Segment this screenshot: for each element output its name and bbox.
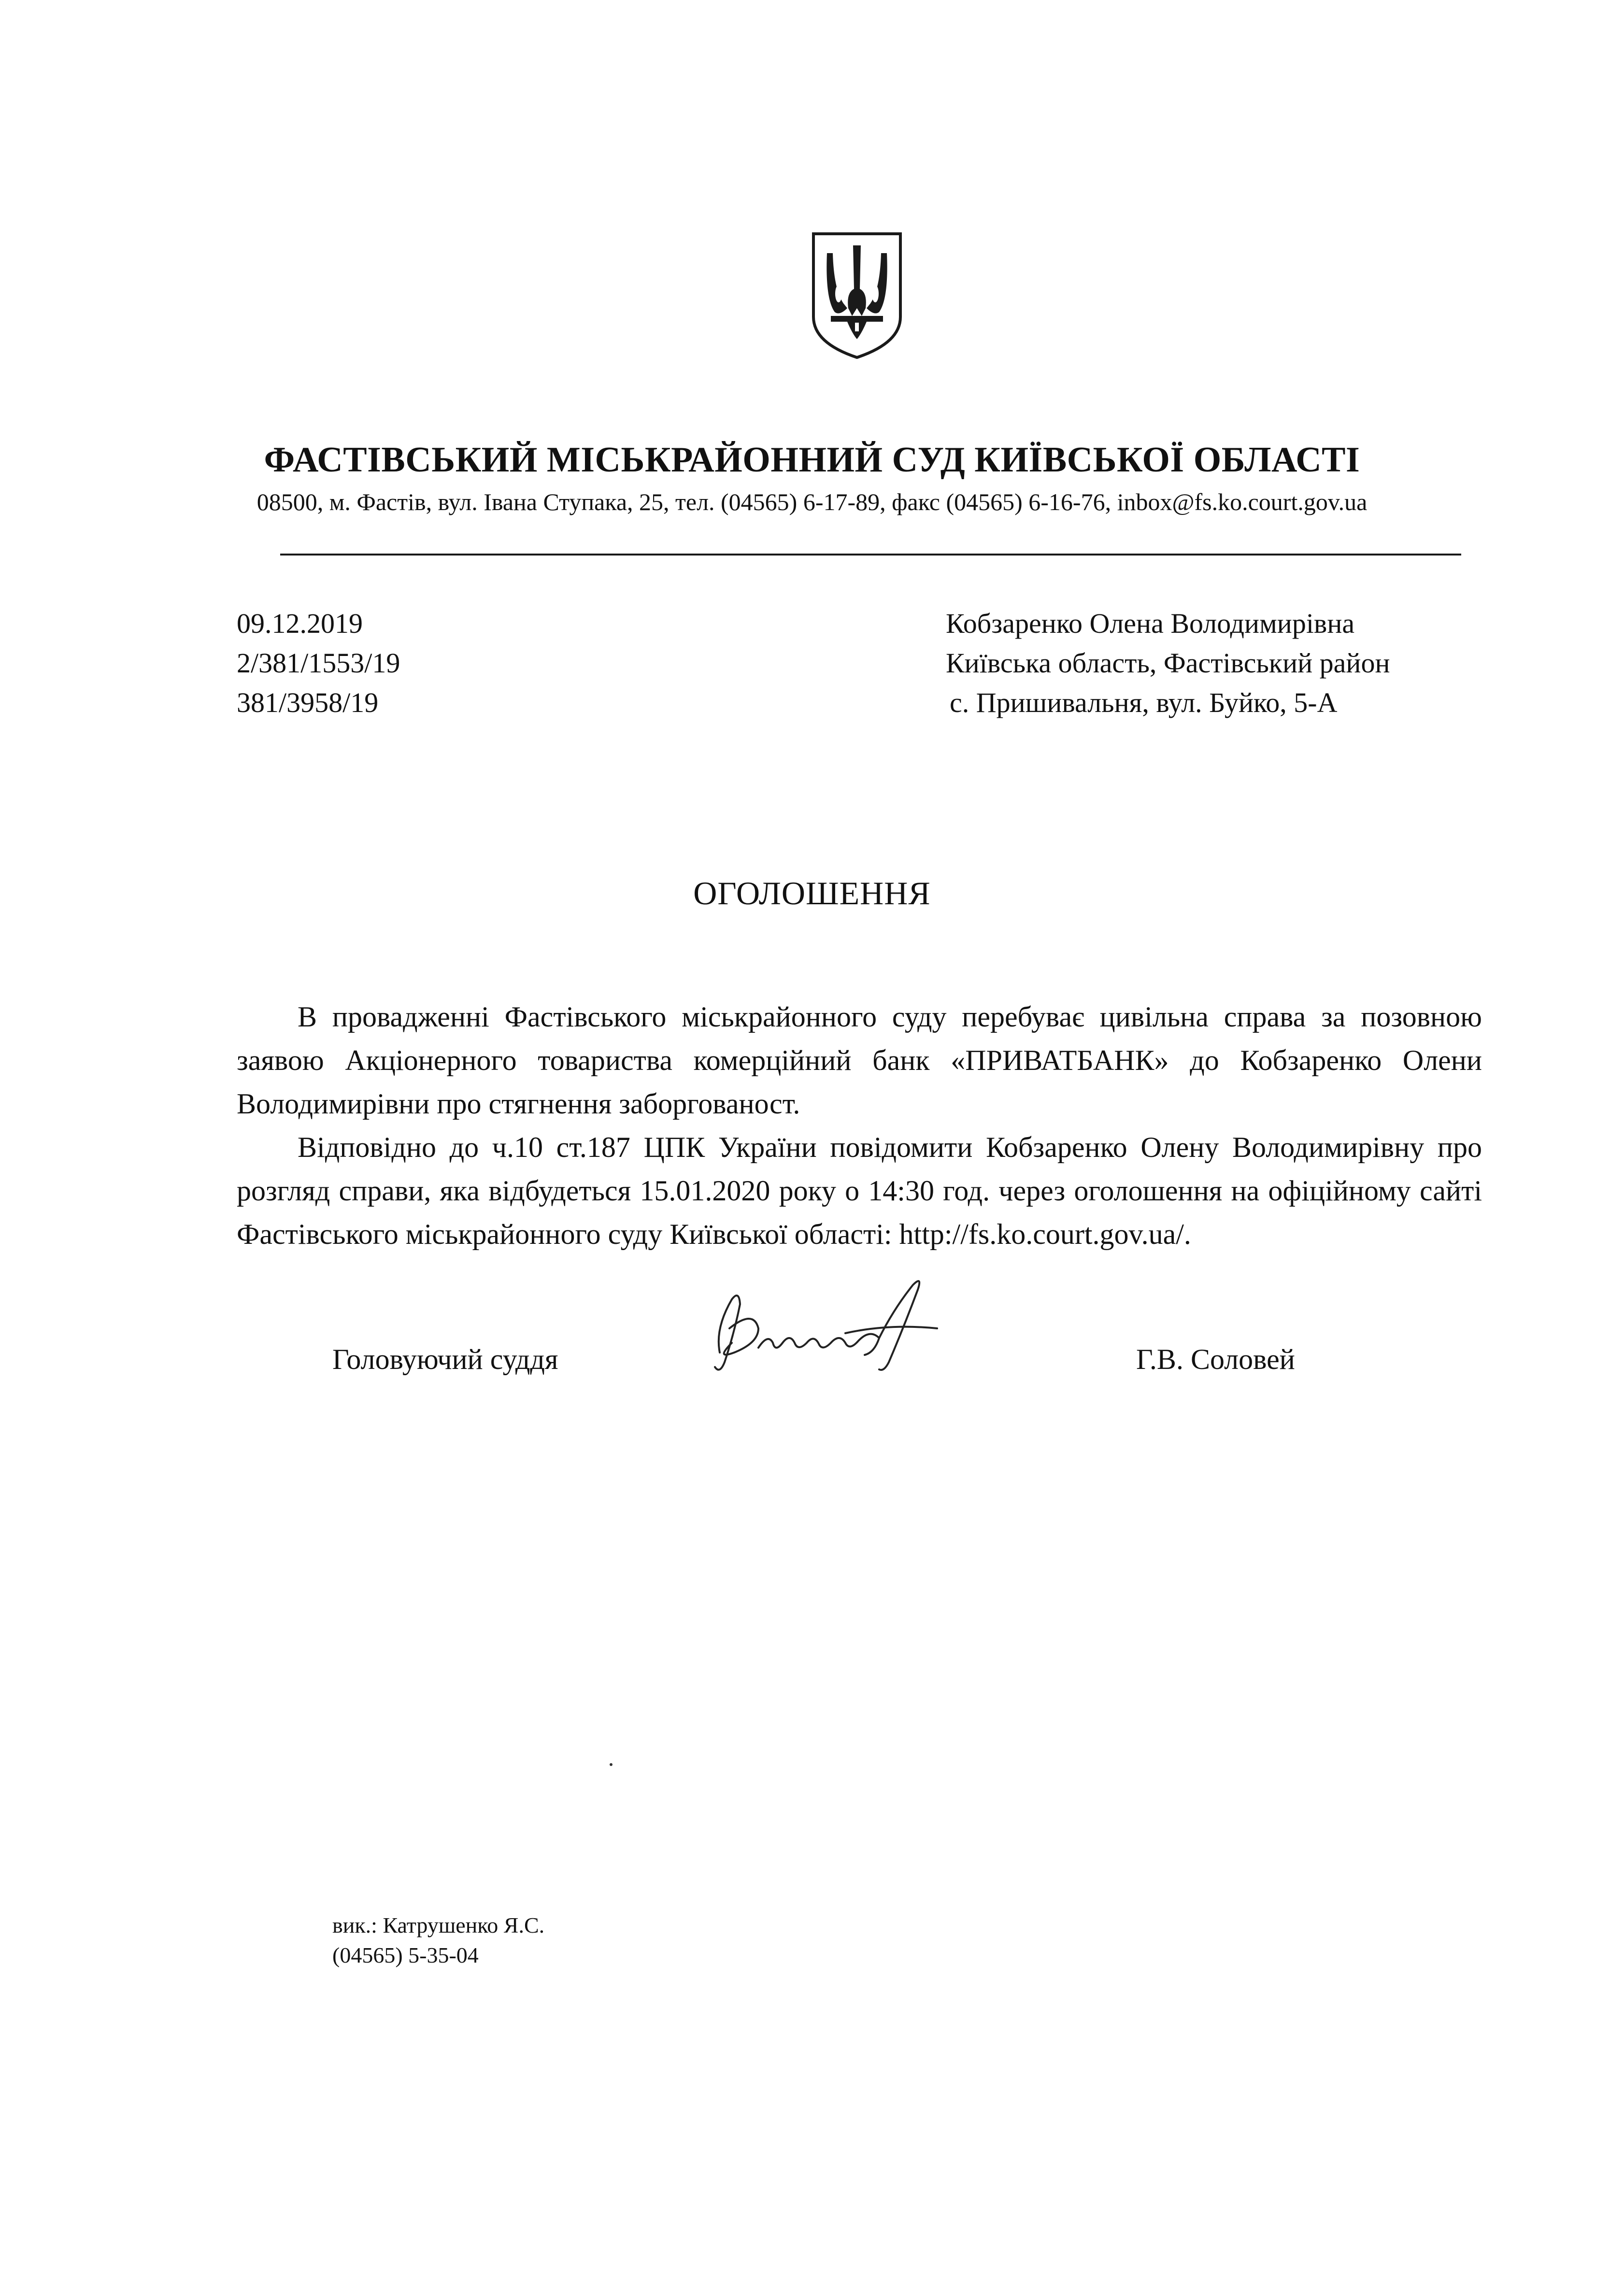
document-meta	[237, 604, 400, 723]
recipient-block	[946, 604, 1390, 723]
recipient-region: Київська область, Фастівський район	[946, 647, 1390, 679]
executor-block	[332, 1910, 544, 1970]
document-body	[237, 995, 1482, 1256]
executor-phone: (04565) 5-35-04	[332, 1943, 479, 1967]
case-number: 2/381/1553/19	[237, 647, 400, 679]
document-title: ОГОЛОШЕННЯ	[693, 875, 931, 912]
body-paragraph-2: Відповідно до ч.10 ст.187 ЦПК України повідомити Кобзаренко Олену Володимирівну про розгляд справи, яка відбудеться 15.01.2020 року о 14:30 год. через оголошення на офіційному сайті Фастівського міськрайонного суду Київської області: http://fs.ko.court.gov.ua/.	[237, 1131, 1482, 1250]
handwritten-signature	[686, 1270, 976, 1396]
header-divider	[280, 554, 1461, 556]
signatory-position: Головуючий суддя	[332, 1343, 558, 1375]
scan-speck	[610, 1763, 613, 1766]
document-date: 09.12.2019	[237, 608, 363, 639]
court-name: ФАСТІВСЬКИЙ МІСЬКРАЙОННИЙ СУД КИЇВСЬКОЇ ОБЛАСТІ	[264, 440, 1360, 480]
executor-name: вик.: Катрушенко Я.С.	[332, 1913, 545, 1937]
signatory-name: Г.В. Соловей	[1136, 1343, 1295, 1375]
recipient-address: с. Пришивальня, вул. Буйко, 5-А	[950, 687, 1338, 718]
coat-of-arms-icon	[810, 231, 904, 360]
body-paragraph-1: В провадженні Фастівського міськрайонного суду перебуває цивільна справа за позовною заявою Акціонерного товариства комерційний банк «ПРИВАТБАНК» до Кобзаренко Олени Володимирівни про стягнення заборгованост.	[237, 1001, 1482, 1120]
recipient-name: Кобзаренко Олена Володимирівна	[946, 608, 1355, 639]
court-address: 08500, м. Фастів, вул. Івана Ступака, 25, тел. (04565) 6-17-89, факс (04565) 6-16-76, inbox@fs.ko.court.gov.ua	[256, 488, 1368, 515]
proceeding-number: 381/3958/19	[237, 687, 379, 718]
